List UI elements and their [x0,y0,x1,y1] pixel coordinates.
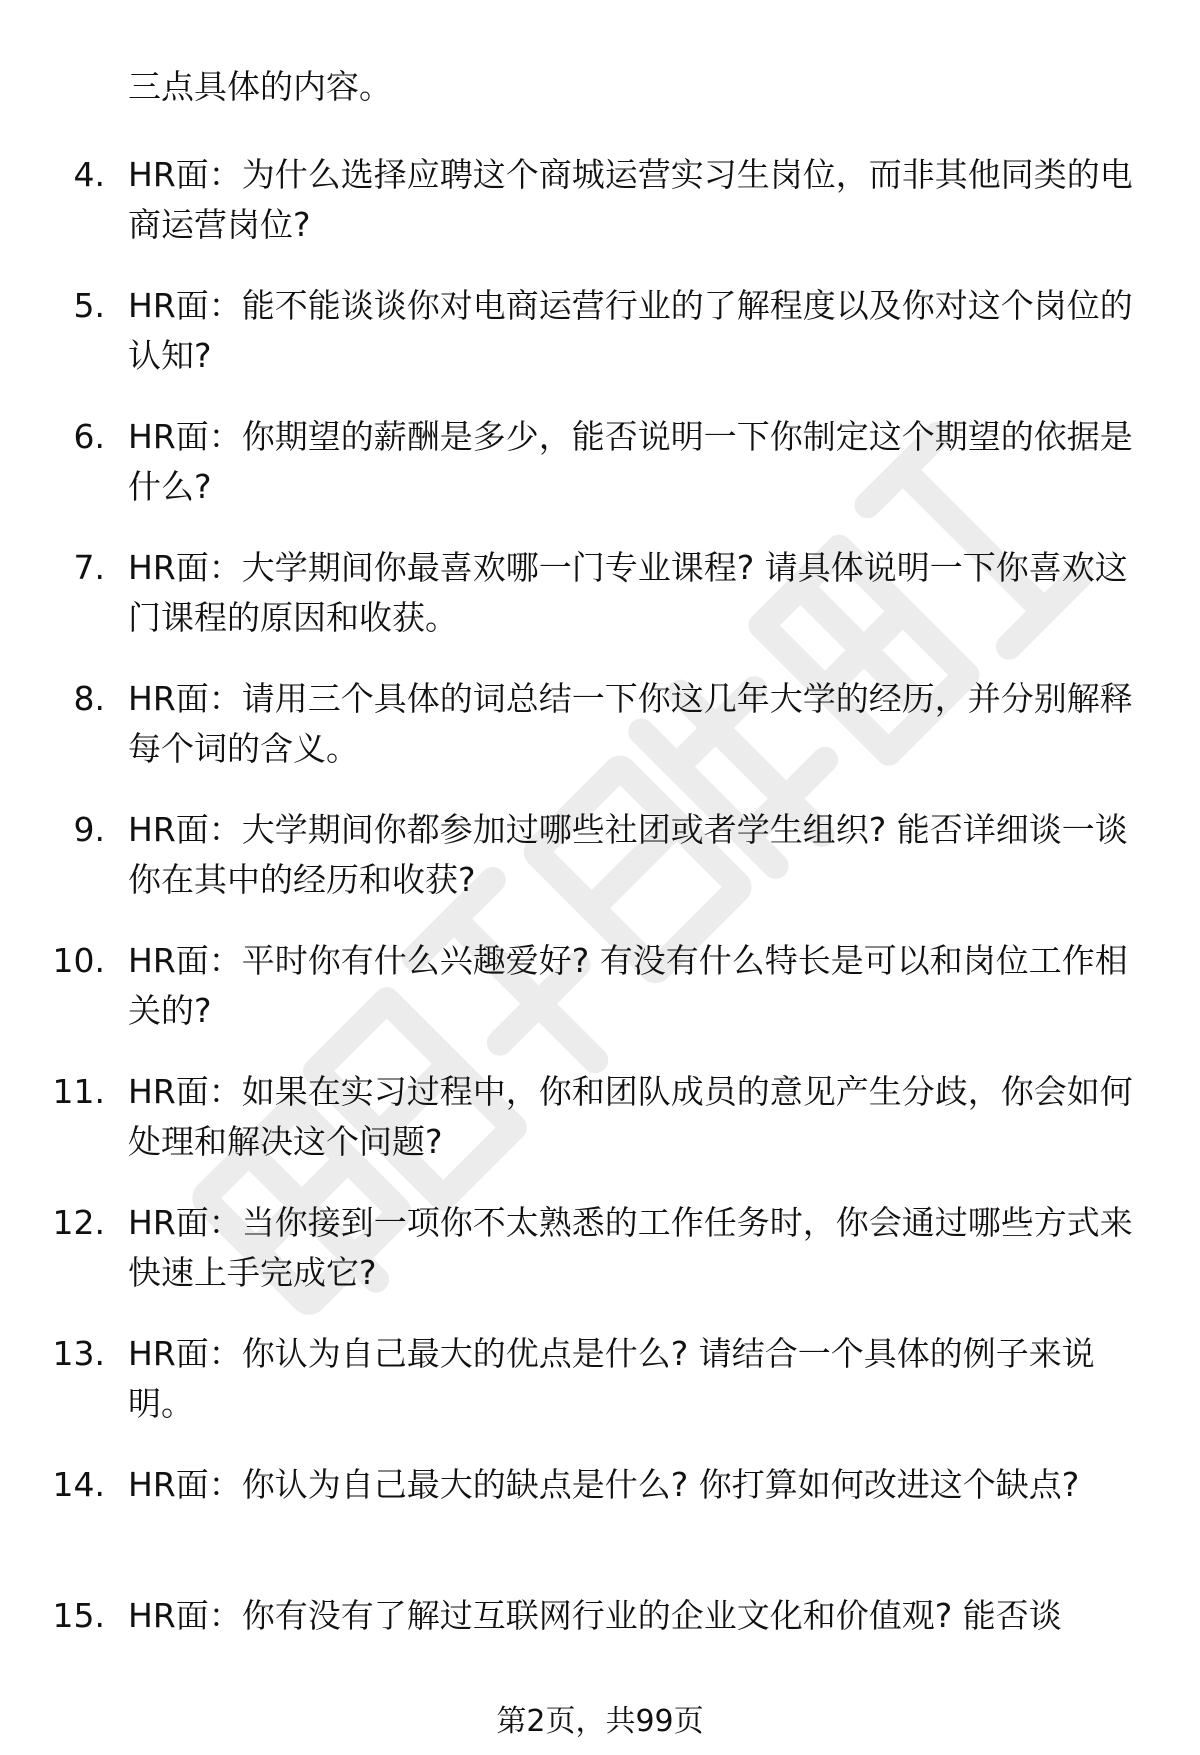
item-text: HR面：为什么选择应聘这个商城运营实习生岗位，而非其他同类的电商运营岗位? [128,155,1133,244]
item-number: 8. [73,679,105,718]
page-number-footer: 第2页，共99页 [496,1704,704,1739]
item-number: 4. [73,155,105,194]
item-text: HR面：大学期间你都参加过哪些社团或者学生组织? 能否详细谈一谈你在其中的经历和收获? [128,810,1128,899]
list-item [0,150,1200,281]
item-text: HR面：平时你有什么兴趣爱好? 有没有什么特长是可以和岗位工作相关的? [128,941,1128,1030]
item-text: HR面：你有没有了解过互联网行业的企业文化和价值观? 能否谈 [128,1596,1062,1635]
list-item [0,412,1200,543]
question-list [0,150,1200,1722]
list-item [0,1067,1200,1198]
item-text: HR面：大学期间你最喜欢哪一门专业课程? 请具体说明一下你喜欢这门课程的原因和收获。 [128,548,1128,637]
item-text: HR面：当你接到一项你不太熟悉的工作任务时，你会通过哪些方式来快速上手完成它? [128,1203,1133,1292]
list-item [0,674,1200,805]
continuation-text: 三点具体的内容。 [128,67,392,106]
list-item [0,543,1200,674]
item-number: 11. [52,1072,105,1111]
item-number: 13. [52,1334,105,1373]
list-item [0,281,1200,412]
item-text: HR面：请用三个具体的词总结一下你这几年大学的经历，并分别解释每个词的含义。 [128,679,1133,768]
item-text: HR面：你期望的薪酬是多少，能否说明一下你制定这个期望的依据是什么? [128,417,1133,506]
item-text: HR面：你认为自己最大的优点是什么? 请结合一个具体的例子来说明。 [128,1334,1095,1423]
list-item [0,1329,1200,1460]
item-number: 10. [52,941,105,980]
item-number: 14. [52,1465,105,1504]
item-text: HR面：如果在实习过程中，你和团队成员的意见产生分歧，你会如何处理和解决这个问题? [128,1072,1133,1161]
list-item [0,1198,1200,1329]
item-number: 9. [73,810,105,849]
item-number: 7. [73,548,105,587]
item-number: 5. [73,286,105,325]
item-text: HR面：你认为自己最大的缺点是什么? 你打算如何改进这个缺点? [128,1465,1080,1504]
item-number: 15. [52,1596,105,1635]
list-item [0,805,1200,936]
item-number: 6. [73,417,105,456]
list-item [0,1460,1200,1591]
item-text: HR面：能不能谈谈你对电商运营行业的了解程度以及你对这个岗位的认知? [128,286,1133,375]
list-item [0,936,1200,1067]
item-number: 12. [52,1203,105,1242]
